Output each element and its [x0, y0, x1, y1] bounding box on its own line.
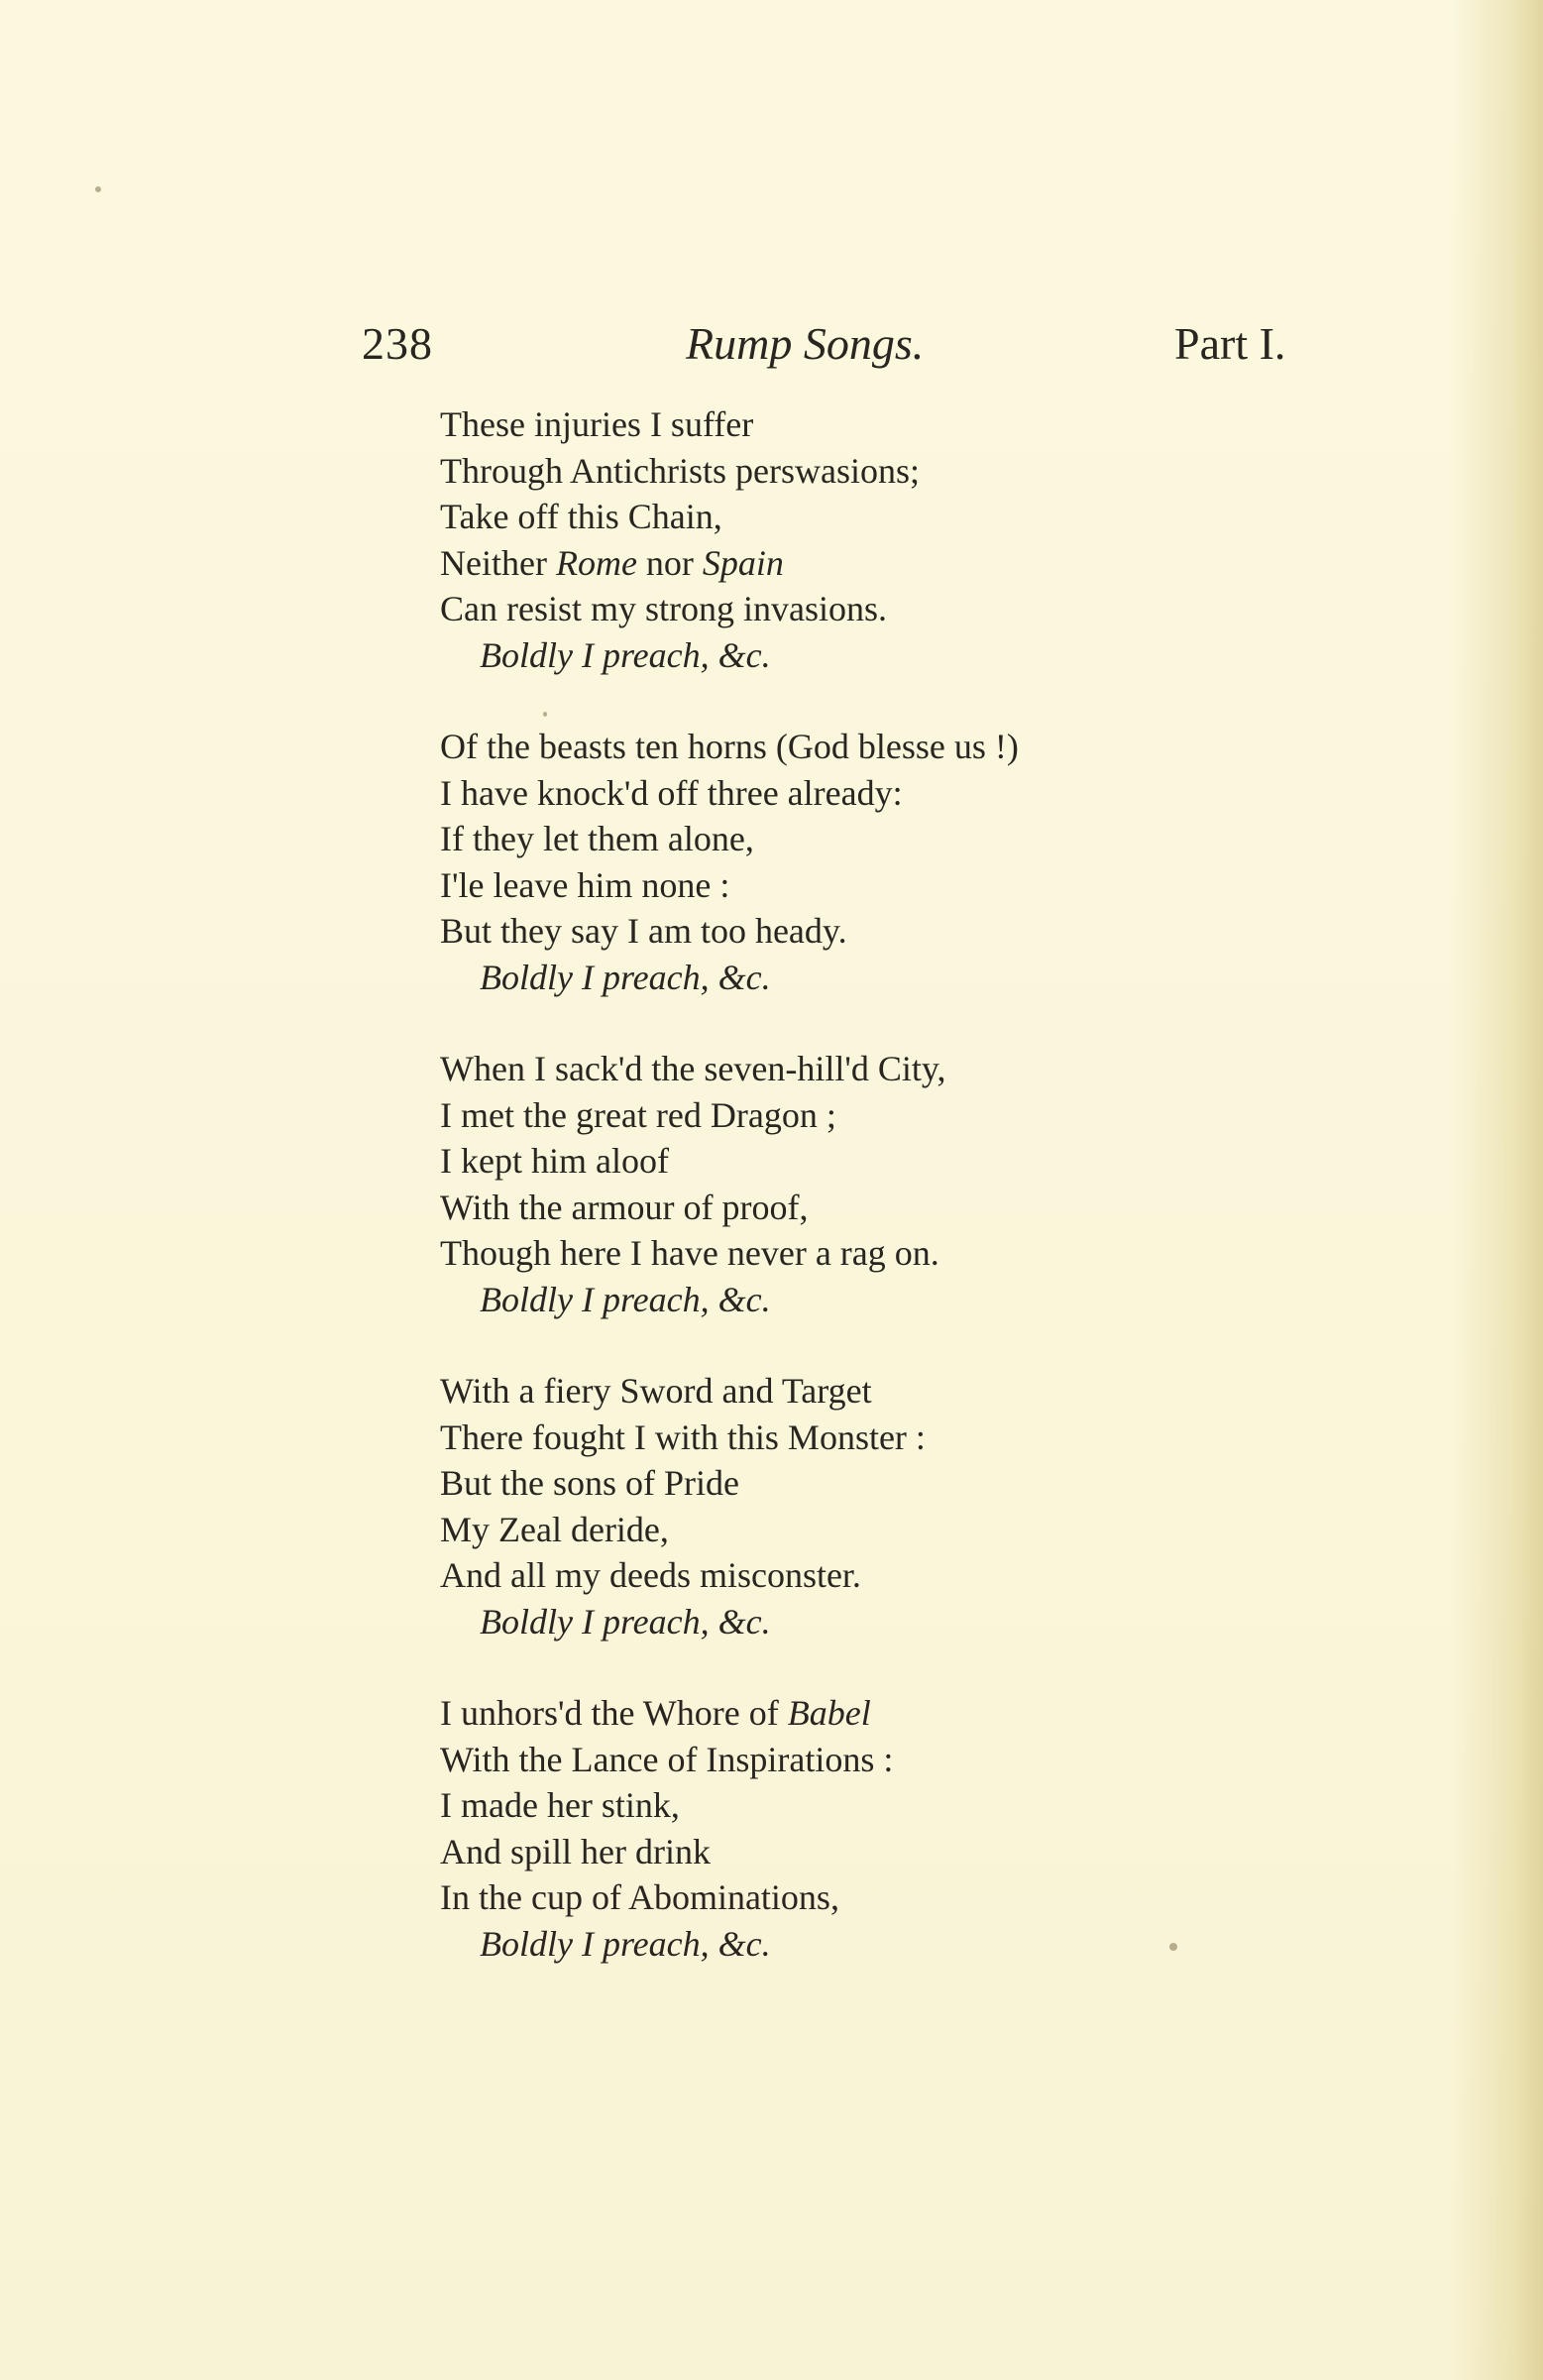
verse-line [440, 1046, 1332, 1092]
verse-line [440, 1460, 1332, 1507]
verse-text: nor [636, 542, 703, 583]
verse-text: Of the beasts ten horns (God blesse us !) [440, 727, 1019, 766]
refrain-line: Boldly I preach, &c. [480, 1601, 771, 1642]
verse-text: Through Antichrists perswasions; [440, 450, 920, 491]
verse-text: Though here I have never a rag on. [440, 1233, 939, 1273]
verse-line [440, 494, 1332, 540]
verse-line [440, 540, 1332, 587]
verse-line [440, 1782, 1332, 1829]
verse-text: These injuries I suffer [440, 404, 754, 444]
verse-line [440, 770, 1332, 817]
verse-line [440, 724, 1332, 770]
verse-text: And spill her drink [440, 1831, 711, 1871]
verse-text: In the cup of Abominations, [440, 1877, 839, 1917]
verse-line [440, 1230, 1332, 1277]
verse-text: I kept him aloof [440, 1141, 669, 1181]
verse-line [440, 1092, 1332, 1139]
verse-line [440, 816, 1332, 862]
verse-line [440, 1552, 1332, 1599]
poem-body [440, 401, 1332, 2012]
verse-text: If they let them alone, [440, 819, 754, 858]
verse-line [440, 401, 1332, 448]
part-label: Part I. [1174, 318, 1286, 369]
running-header [362, 317, 1318, 377]
verse-text: But the sons of Pride [440, 1463, 739, 1503]
stanza [440, 1368, 1332, 1644]
page-number: 238 [362, 318, 433, 369]
stanza [440, 401, 1332, 678]
verse-text: Take off this Chain, [440, 497, 722, 536]
verse-text: Babel [787, 1693, 871, 1733]
stanza [440, 724, 1332, 1000]
refrain-line: Boldly I preach, &c. [480, 1923, 771, 1964]
stanza [440, 1690, 1332, 1967]
refrain-line: Boldly I preach, &c. [480, 1279, 771, 1319]
verse-text: When I sack'd the seven-hill'd City, [440, 1049, 946, 1088]
verse-text: My Zeal deride, [440, 1509, 669, 1549]
verse-line [440, 1415, 1332, 1461]
verse-line [440, 1690, 1332, 1737]
verse-text: Neither [440, 542, 556, 583]
running-title: Rump Songs. [686, 318, 925, 369]
verse-text: Can resist my strong invasions. [440, 589, 887, 628]
verse-line [440, 1507, 1332, 1553]
verse-line [440, 908, 1332, 955]
verse-text: I made her stink, [440, 1785, 680, 1825]
verse-text: I unhors'd the Whore of [440, 1693, 788, 1733]
verse-line [440, 1368, 1332, 1415]
verse-text: I met the great red Dragon ; [440, 1094, 836, 1135]
verse-text: I have knock'd off three already: [440, 772, 903, 813]
verse-text: With the armour of proof, [440, 1187, 809, 1227]
verse-text: With a fiery Sword and Target [440, 1371, 872, 1411]
stanza [440, 1046, 1332, 1322]
verse-line [440, 862, 1332, 909]
verse-line [440, 1829, 1332, 1875]
verse-line [440, 1737, 1332, 1783]
refrain-line: Boldly I preach, &c. [480, 634, 771, 675]
verse-line [440, 448, 1332, 495]
verse-text: Spain [702, 542, 784, 583]
verse-text: With the Lance of Inspirations : [440, 1739, 894, 1779]
verse-line [440, 1185, 1332, 1231]
verse-text: There fought I with this Monster : [440, 1417, 926, 1457]
verse-text: Rome [555, 542, 637, 583]
verse-line [440, 1138, 1332, 1185]
verse-line [440, 586, 1332, 632]
verse-text: And all my deeds misconster. [440, 1555, 861, 1595]
refrain-line: Boldly I preach, &c. [480, 957, 771, 997]
verse-text: I'le leave him none : [440, 864, 730, 905]
verse-line [440, 1874, 1332, 1921]
verse-text: But they say I am too heady. [440, 911, 847, 951]
